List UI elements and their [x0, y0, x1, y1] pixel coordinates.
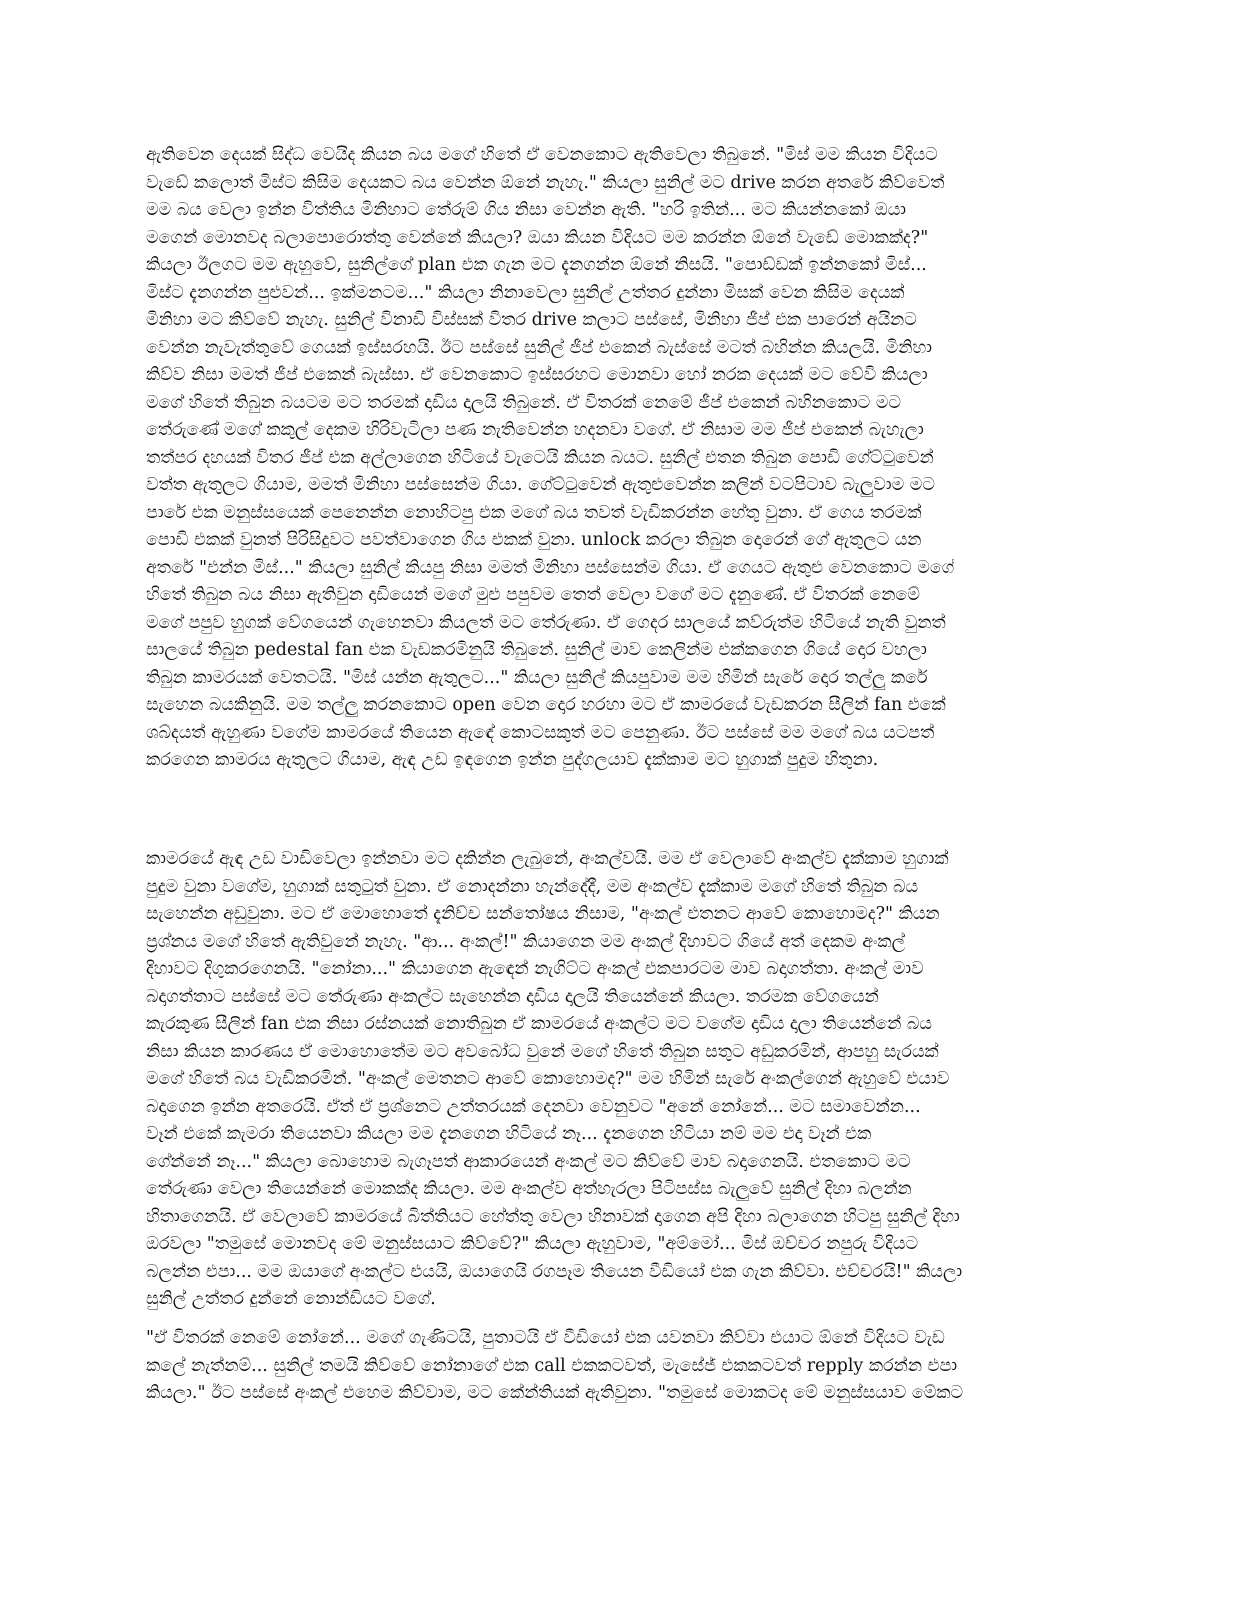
text-line: පාරේ එක මනුස්සයෙක් පෙනෙන්න නොහිටපු එක මගේ බය තවත් වැඩිකරන්න හේතු වුනා. ඒ ගෙය තරමක් [146, 502, 922, 523]
text-line: මිනිහා මට කිව්වේ නැහැ. සුනිල් විනාඩි විස්සක් විතර drive කලාට පස්සේ, මිනිහා ජීප් එක පාරෙන් අයිනට [146, 310, 917, 330]
text-line: තත්පර දහයක් විතර ජීප් එක අල්ලාගෙන හිටියේ වැටෙයි කියන බයට. සුනිල් එතන තිබුන පොඩි ගේට්ටුවෙන් [146, 447, 934, 468]
text-line: තිබුන කාමරයක් වෙතටයි. "මිස් යන්න ඇතුලට..." කියලා සුනිල් කියපුවාම මම හිමින් සැරේ දොර තල්ලු කරේ [146, 667, 928, 688]
text-line: නිසා කියන කාරණය ඒ මොහොතේම මට අවබෝධ වුනේ මගේ හිතේ තිබුන සතුට අඩුකරමින්, ආපහු සැරයක් [146, 1041, 939, 1062]
text-line: මගේ පපුව හුගක් වේගයෙන් ගැහෙනවා කියලත් මට තේරුණා. ඒ ගෙදර සාලයේ කව්රුත්ම හිටියේ නැති වුනත් [146, 612, 946, 633]
paragraph-2 [146, 846, 962, 1314]
text-line: මගෙන් මොනවද බලාපොරොත්තු වෙන්නේ කියලා? ඔයා කියන විදියට මම කරන්න ඕනේ වැඩේ මොකක්ද?" [146, 227, 929, 248]
text-line: කලේ නැත්නම්... සුනිල් තමයි කිව්වේ නෝනාගේ එක call එකකටවත්, මැසේජ් එකකටවත් repply කරන්න එපා [146, 1355, 958, 1376]
text-line: සැහෙන්න අඩුවුනා. මට ඒ මොහොතේ දැනිච්ච සන්තෝෂය නිසාම, "අංකල් එතනට ආවේ කොහොමද?" කියන [146, 904, 940, 924]
text-line: ගේන්නේ නෑ..." කියලා බොහොම බැගෑපත් ආකාරයෙන් අංකල් මට කිව්වේ මාව බදාගෙනයි. එතකොට මට [146, 1151, 911, 1172]
paragraph-3 [146, 1325, 963, 1408]
text-line: බදාගත්තාට පස්සේ මට තේරුණා අංකල්ට සැහෙන්න දාඩිය දාලයි තියෙන්නේ කියලා. තරමක වේගයෙන් [146, 986, 879, 1007]
text-line: සාලයේ තිබුන pedestal fan එක වැඩකරමිනුයි තිබුනේ. සුනිල් මාව කෙලින්ම එක්කගෙන ගියේ දොර වහලා [146, 640, 927, 660]
text-line: මම බය වෙලා ඉන්න විත්තිය මිනිහාට තේරුම් ගිය නිසා වෙන්න ඇති. "හරි ඉතින්... මට කියන්නකෝ ඔයා [146, 200, 907, 220]
text-line: ඇතිවෙන දෙයක් සිද්ධ වෙයිද කියන බය මගේ හිතේ ඒ වෙනකොට ඇතිවෙලා තිබුනේ. "මිස් මම කියන විදියට [146, 145, 938, 165]
text-line: කියලා ඊලගට මම ඇහුවේ, සුනිල්ගේ plan එක ගැන මට දැනගන්න ඕනේ නිසයි. "පොඩ්ඩක් ඉන්නකෝ මිස්... [146, 255, 927, 275]
text-line: මිස්ට දැනගන්න පුළුවන්... ඉක්මනටම..." කියලා නිනාවෙලා සුනිල් උත්තර දුන්නා මිසක් වෙන කිසිම දෙයක් [146, 282, 905, 303]
paragraph-1 [146, 142, 954, 775]
text-line: වැඩේ කලොත් මිස්ට කිසිම දෙයකට බය වෙන්න ඕනේ නැහැ." කියලා සුනිල් මට drive කරන අතරේ කිව්වෙත් [146, 172, 945, 193]
text-line: තේරුණා වෙලා තියෙන්නේ මොකක්ද කියලා. මම අංකල්ව අත්හැරලා පිටිපස්ස බැලුවේ සුනිල් දිහා බලන්න [146, 1179, 912, 1199]
text-line: ප්‍රශ්නය මගේ හිතේ ඇතිවුනේ නැහැ. "ආ... අංකල්!" කියාගෙන මම අංකල් දිහාවට ගියේ අත් දෙකම අංකල් [146, 931, 905, 952]
text-line: බදාගෙන ඉන්න අතරෙයි. ඒත් ඒ ප්‍රශ්නෙට උත්තරයක් දෙනවා වෙනුවට "අනේ නෝනේ... මට සමාවෙන්න... [146, 1096, 921, 1117]
text-line: සැහෙන බයකිනුයි. මම තල්ලු කරනකොට open වෙන දොර හරහා මට ඒ කාමරයේ වැඩකරන සීලින් fan එකේ [146, 695, 946, 715]
text-line: වෙන්න නැවැත්තුවේ ගෙයක් ඉස්සරහයි. ඊට පස්සේ සුනිල් ජීප් එකෙන් බැස්සේ මටත් බහින්න කියලයි. මිනිහා [146, 337, 933, 358]
text-line: කරගෙන කාමරය ඇතුලට ගියාම, ඇඳ උඩ ඉඳගෙන ඉන්න පුද්ගලයාව දැක්කාම මට හුගාක් පුදුම හිතුනා. [146, 750, 879, 770]
text-line: ඔරවලා "තමුසේ මොනවද මේ මනුස්සයාට කිව්වේ?" කියලා ඇහුවාම, "අම්මෝ... මිස් ඔච්චර නපුරු විදියට [146, 1234, 919, 1254]
text-line: පුදුම වුනා වගේම, හුගාක් සතුටුත් වුනා. ඒ නොදන්නා හැන්දේදී, මම අංකල්ව දැක්කාම මගේ හිතේ තිබුන බය [146, 876, 919, 897]
text-line: තේරුණේ මගේ කකුල් දෙකම හිරිවැටිලා පණ නැතිවෙන්න හදනවා වගේ. ඒ නිසාම මම ජීප් එකෙන් බැහැලා [146, 420, 924, 440]
text-line: හිතාගෙනයි. ඒ වෙලාවේ කාමරයේ බිත්තියට හේත්තු වෙලා හිනාවක් දාගෙන අපි දිහා බලාගෙන හිටපු සුනිල් දිහා [146, 1206, 960, 1227]
text-line: හිතේ තිබුන බය නිසා ඇතිවුන දාඩියෙන් මගේ මුළු පපුවම තෙත් වෙලා වගේ මට දැනුණේ. ඒ විතරක් නෙමේ [146, 585, 920, 605]
text-line: සුනිල් උත්තර දුන්නේ නොන්ඩියට වගේ. [146, 1289, 436, 1309]
text-line: කාමරයේ ඇඳ උඩ වාඩිවෙලා ඉන්නවා මට දකින්න ලැබුනේ, අංකල්වයි. මම ඒ වෙලාවේ අංකල්ව දැක්කාම හුගාක් [146, 849, 949, 869]
text-line: කියලා." ඊට පස්සේ අංකල් එහෙම කිව්වාම, මට කේන්තියක් ඇතිවුනා. "තමුසේ මොකටද මේ මනුස්සයාව මේකට [146, 1383, 964, 1403]
text-line: කැරකුණ සීලින් fan එක නිසා රස්නයක් නොතිබුන ඒ කාමරයේ අංකල්ට මට වගේම දාඩිය දාලා තියෙන්නේ බය [146, 1014, 933, 1034]
text-line: මගේ හිතේ තිබුන බයටම මට තරමක් දාඩිය දාලයි තිබුනේ. ඒ විතරක් නෙමේ ජීප් එකෙන් බහිනකොට මට [146, 392, 901, 413]
text-line: මගේ හිතේ බය වැඩිකරමින්. "අංකල් මෙතනට ආවේ කොහොමද?" මම හිමින් සැරේ අංකල්ගෙන් ඇහුවේ එයාව [146, 1069, 950, 1089]
text-line: ශබ්දයත් ඇහුණා වගේම කාමරයේ තියෙන ඇඳේ කොටසකුත් මට පෙනුණා. ඊට පස්සේ මම මගේ බය යටපත් [146, 722, 935, 743]
text-line: බලන්න එපා... මම ඔයාගේ අංකල්ට එයයි, ඔයාගෙයි රගපෑම තියෙන වීඩියෝ එක ගැන කිව්වා. එච්චරයි!" කියලා [146, 1261, 963, 1282]
text-line: කිව්ව නිසා මමත් ජීප් එකෙන් බැස්සා. ඒ වෙනකොට ඉස්සරහට මොනවා හෝ නරක දෙයක් මට වේවි කියලා [146, 365, 928, 385]
text-line: වෑන් එකේ කැමරා තියෙනවා කියලා මම දැනගෙන හිටියේ නෑ... දැනගෙන හිටියා නම් මම එදා වෑන් එක [146, 1124, 872, 1144]
text-line: දිහාවට දිගුකරගෙනයි. "නෝනා..." කියාගෙන ඇඳෙන් නැගිට්ට අංකල් එකපාරටම මාව බදාගත්තා. අංකල් මාව [146, 959, 924, 979]
text-line: "ඒ විතරක් නෙමේ නෝනේ... මගේ ගැණිටයි, පුතාටයි ඒ වීඩියෝ එක යවනවා කිව්වා එයාට ඕනේ විදියට වැඩ [146, 1328, 945, 1348]
text-line: පොඩි එකක් වුනත් පිරිසිදුවට පවත්වාගෙන ගිය එකක් වුනා. unlock කරලා තිබුන දොරෙන් ගේ ඇතුලට යන [146, 530, 922, 550]
text-line: වත්ත ඇතුලට ගියාම, මමත් මිනිහා පස්සෙන්ම ගියා. ගේට්ටුවෙන් ඇතුළුවෙන්න කලින් වටපිටාව බැලුවාම මට [146, 475, 935, 495]
text-line: අතරේ "එන්න මිස්..." කියලා සුනිල් කියපු නිසා මමත් මිනිහා පස්සෙන්ම ගියා. ඒ ගෙයට ඇතුළු වෙනකොට මගේ [146, 557, 955, 578]
